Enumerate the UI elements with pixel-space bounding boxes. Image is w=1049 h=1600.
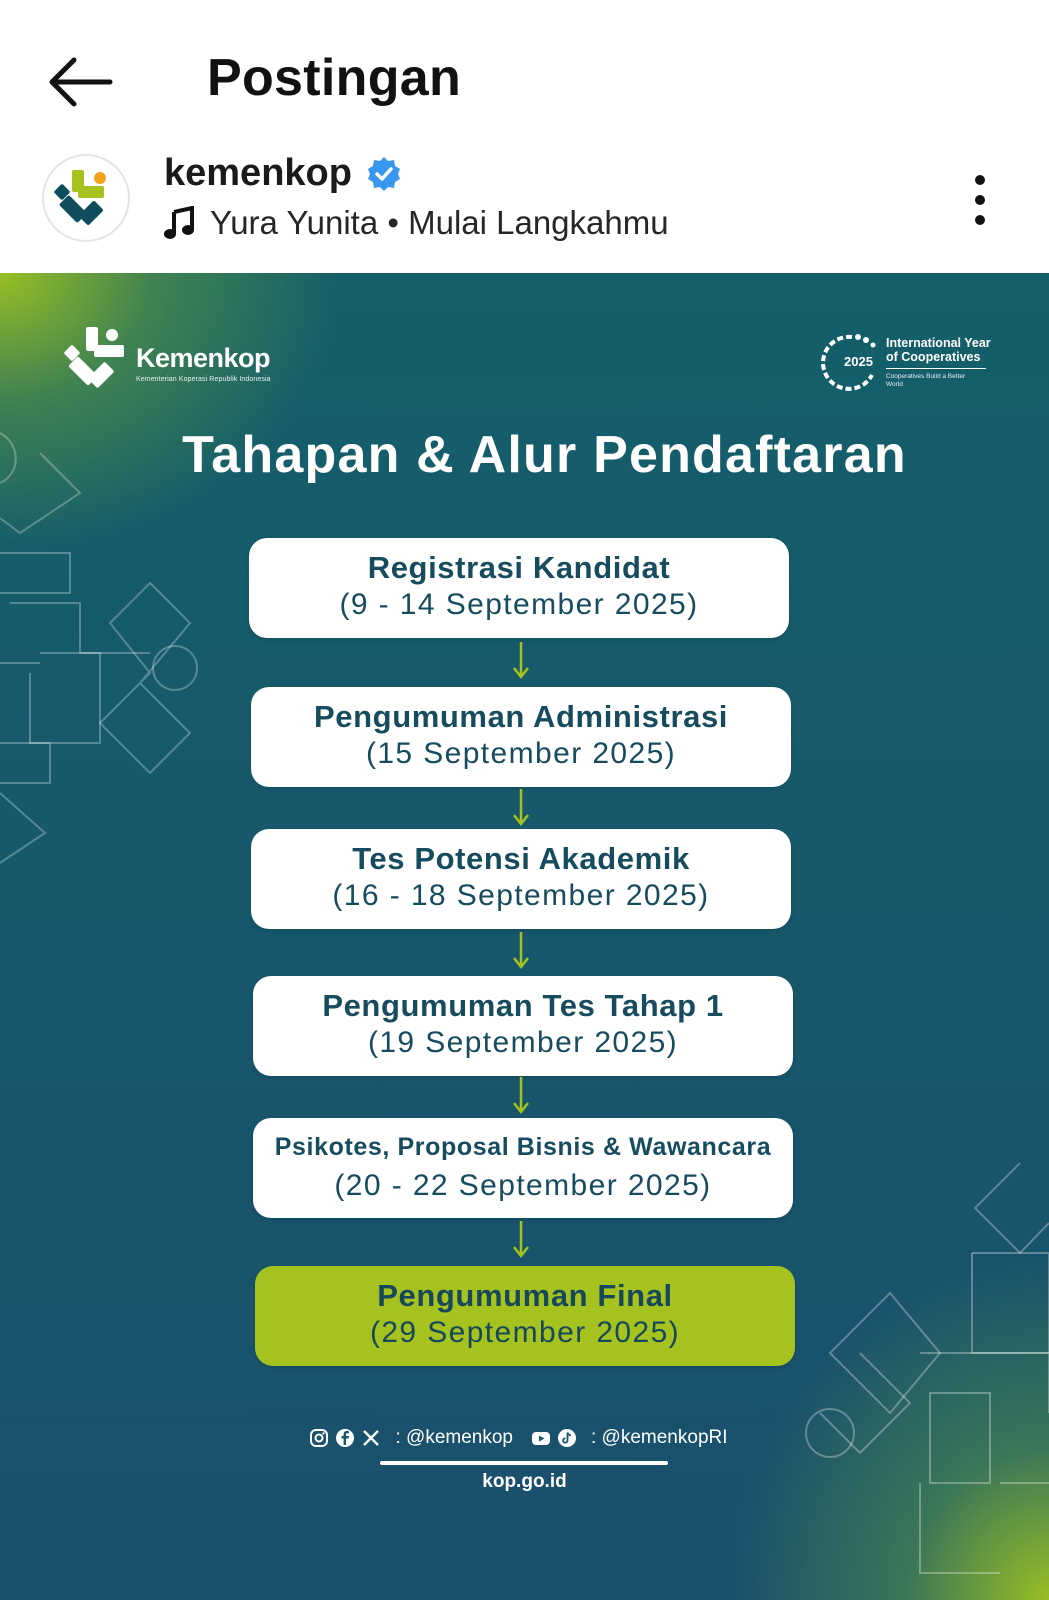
page-title: Postingan bbox=[207, 49, 462, 107]
arrow-down-icon bbox=[511, 642, 531, 680]
avatar[interactable] bbox=[42, 154, 130, 242]
more-options-button[interactable] bbox=[960, 170, 1000, 230]
post-heading: Tahapan & Alur Pendaftaran bbox=[182, 426, 907, 484]
step-date: (20 - 22 September 2025) bbox=[334, 1169, 712, 1202]
kemenkop-logo-icon bbox=[60, 323, 130, 393]
step-date: (9 - 14 September 2025) bbox=[339, 588, 699, 621]
step-title: Psikotes, Proposal Bisnis & Wawancara bbox=[274, 1133, 772, 1161]
brand-subtitle: Kementerian Koperasi Republik Indonesia bbox=[136, 376, 271, 383]
step-title: Pengumuman Administrasi bbox=[314, 699, 728, 734]
post-image[interactable] bbox=[0, 273, 1049, 1600]
arrow-left-icon bbox=[44, 52, 116, 112]
step-registrasi bbox=[249, 538, 789, 638]
website-url: kop.go.id bbox=[482, 1471, 567, 1492]
social-handle-1: : @kemenkop bbox=[395, 1427, 513, 1448]
verified-badge-icon bbox=[366, 156, 402, 192]
arrow-down-icon bbox=[511, 789, 531, 827]
facebook-icon bbox=[335, 1428, 355, 1448]
social-handle-2: : @kemenkopRI bbox=[591, 1427, 728, 1448]
step-title: Tes Potensi Akademik bbox=[352, 841, 690, 876]
brand-logo bbox=[60, 323, 271, 393]
iyc-logo bbox=[818, 331, 991, 393]
step-date: (16 - 18 September 2025) bbox=[332, 879, 710, 912]
footer-divider bbox=[380, 1461, 668, 1465]
step-title: Pengumuman Final bbox=[377, 1278, 673, 1313]
step-pengumuman-final bbox=[255, 1266, 795, 1366]
iyc-title-line2: of Cooperatives bbox=[886, 349, 981, 364]
step-pengumuman-tes-tahap-1 bbox=[253, 976, 793, 1076]
decorative-pattern-left bbox=[0, 423, 210, 873]
post-header bbox=[0, 140, 1049, 272]
more-vertical-icon bbox=[960, 170, 1000, 230]
music-info[interactable] bbox=[164, 204, 669, 242]
music-text: Yura Yunita • Mulai Langkahmu bbox=[210, 204, 669, 241]
decorative-pattern-right bbox=[800, 1153, 1049, 1593]
username-row bbox=[164, 152, 402, 195]
music-note-icon bbox=[164, 206, 196, 240]
back-button[interactable] bbox=[44, 52, 116, 112]
step-psikotes bbox=[253, 1118, 793, 1218]
instagram-icon bbox=[309, 1428, 329, 1448]
step-title: Registrasi Kandidat bbox=[367, 550, 671, 585]
step-date: (29 September 2025) bbox=[369, 1316, 681, 1349]
iyc-title-line1: International Year bbox=[886, 335, 991, 350]
top-bar bbox=[0, 0, 1049, 140]
step-tes-potensi bbox=[251, 829, 791, 929]
step-date: (15 September 2025) bbox=[365, 737, 677, 770]
username[interactable]: kemenkop bbox=[164, 152, 352, 194]
brand-name: Kemenkop bbox=[136, 343, 271, 373]
iyc-year: 2025 bbox=[844, 354, 873, 369]
step-title: Pengumuman Tes Tahap 1 bbox=[322, 988, 724, 1023]
arrow-down-icon bbox=[511, 1077, 531, 1115]
step-pengumuman-administrasi bbox=[251, 687, 791, 787]
social-links bbox=[0, 1427, 1049, 1449]
tiktok-icon bbox=[557, 1428, 577, 1448]
step-date: (19 September 2025) bbox=[367, 1026, 679, 1059]
iyc-tagline: Cooperatives Build a Better World bbox=[886, 372, 966, 388]
arrow-down-icon bbox=[511, 1221, 531, 1259]
x-twitter-icon bbox=[361, 1428, 381, 1448]
youtube-icon bbox=[531, 1428, 551, 1448]
arrow-down-icon bbox=[511, 932, 531, 970]
kemenkop-logo-icon bbox=[44, 156, 128, 240]
